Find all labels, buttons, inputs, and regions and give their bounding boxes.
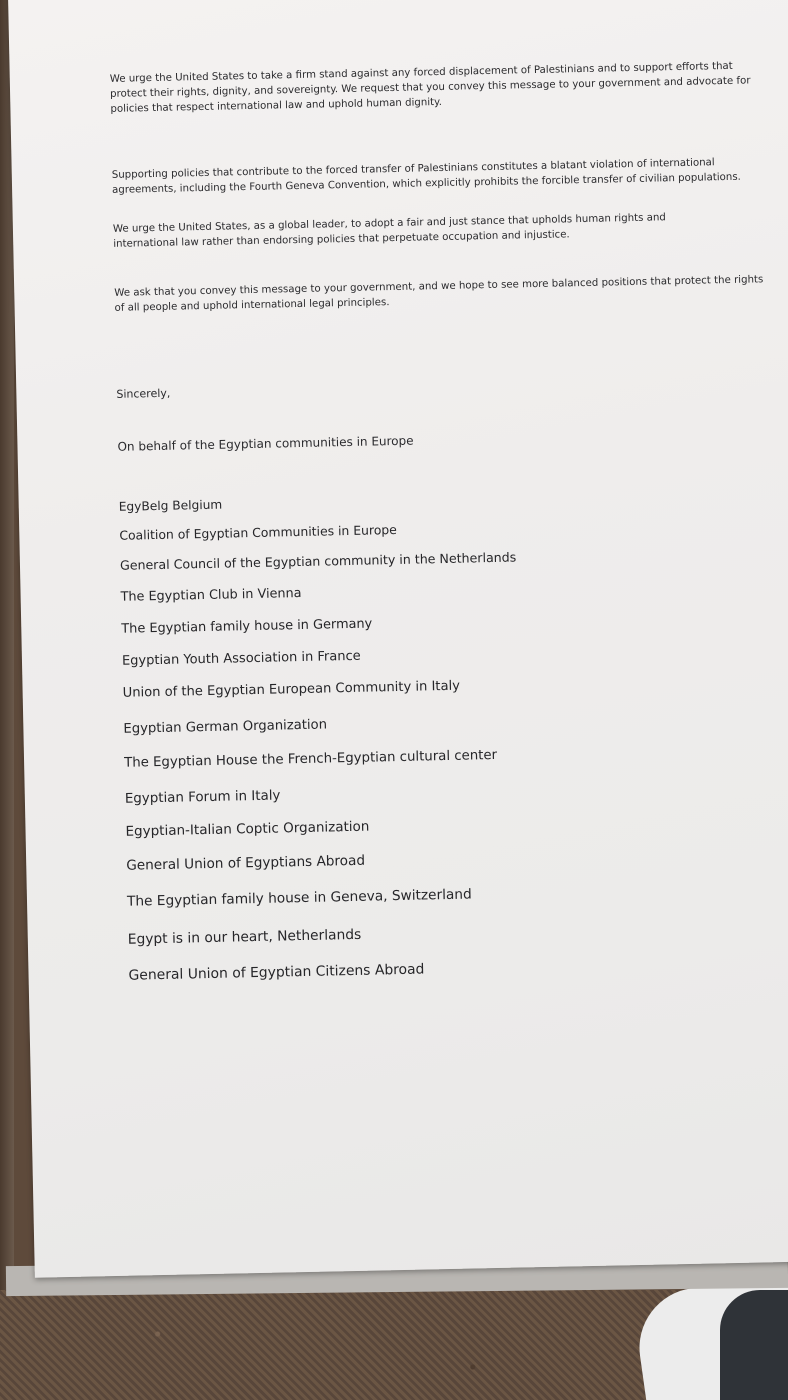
signatory-item: The Egyptian family house in Geneva, Switzerland [126,886,472,910]
signatory-item: Egypt is in our heart, Netherlands [127,926,362,948]
letter-body [109,58,770,984]
signatory-item: Egyptian-Italian Coptic Organization [125,818,370,840]
signatory-item: Egyptian Youth Association in France [121,648,361,669]
signatory-item: Coalition of Egyptian Communities in Europe [119,521,397,543]
signatory-item: Union of the Egyptian European Community in Italy [122,678,461,701]
closing-salutation: Sincerely, [116,386,171,401]
signatory-item: General Union of Egyptians Abroad [126,852,366,874]
signatory-item: Egyptian Forum in Italy [124,788,281,807]
on-behalf-line: On behalf of the Egyptian communities in Europe [117,433,414,454]
signatory-item: Egyptian German Organization [123,717,328,737]
paragraph-2: Supporting policies that contribute to the forced transfer of Palestinians constitutes a blatant violation of international agreements, including the Fourth Geneva Convention, which explicitly prohibits the forcible transfer of civilian populations. [111,157,741,196]
signatory-item: The Egyptian family house in Germany [121,616,373,637]
signatory-item: General Union of Egyptian Citizens Abroad [128,961,425,984]
paragraph-3: We urge the United States, as a global leader, to adopt a fair and just stance that upholds human rights and international law rather than endorsing policies that perpetuate occupation and injustice. [112,212,666,250]
paragraph-4: We ask that you convey this message to your government, and we hope to see more balanced positions that protect the rights of all people and uphold international legal principles. [114,274,764,314]
signatory-item: The Egyptian House the French-Egyptian cultural center [123,747,498,771]
letter-page [8,0,788,1278]
signatory-item: The Egyptian Club in Vienna [120,585,302,605]
signatory-item: EgyBelg Belgium [118,497,223,514]
paragraph-1: We urge the United States to take a firm stand against any forced displacement of Palestinians and to support efforts that protect their rights, dignity, and sovereignty. We request that you convey this message to your government and advocate for policies that respect international law and uphold human dignity. [109,60,751,115]
sock-dark [720,1290,788,1400]
signatory-item: General Council of the Egyptian community in the Netherlands [119,549,517,573]
